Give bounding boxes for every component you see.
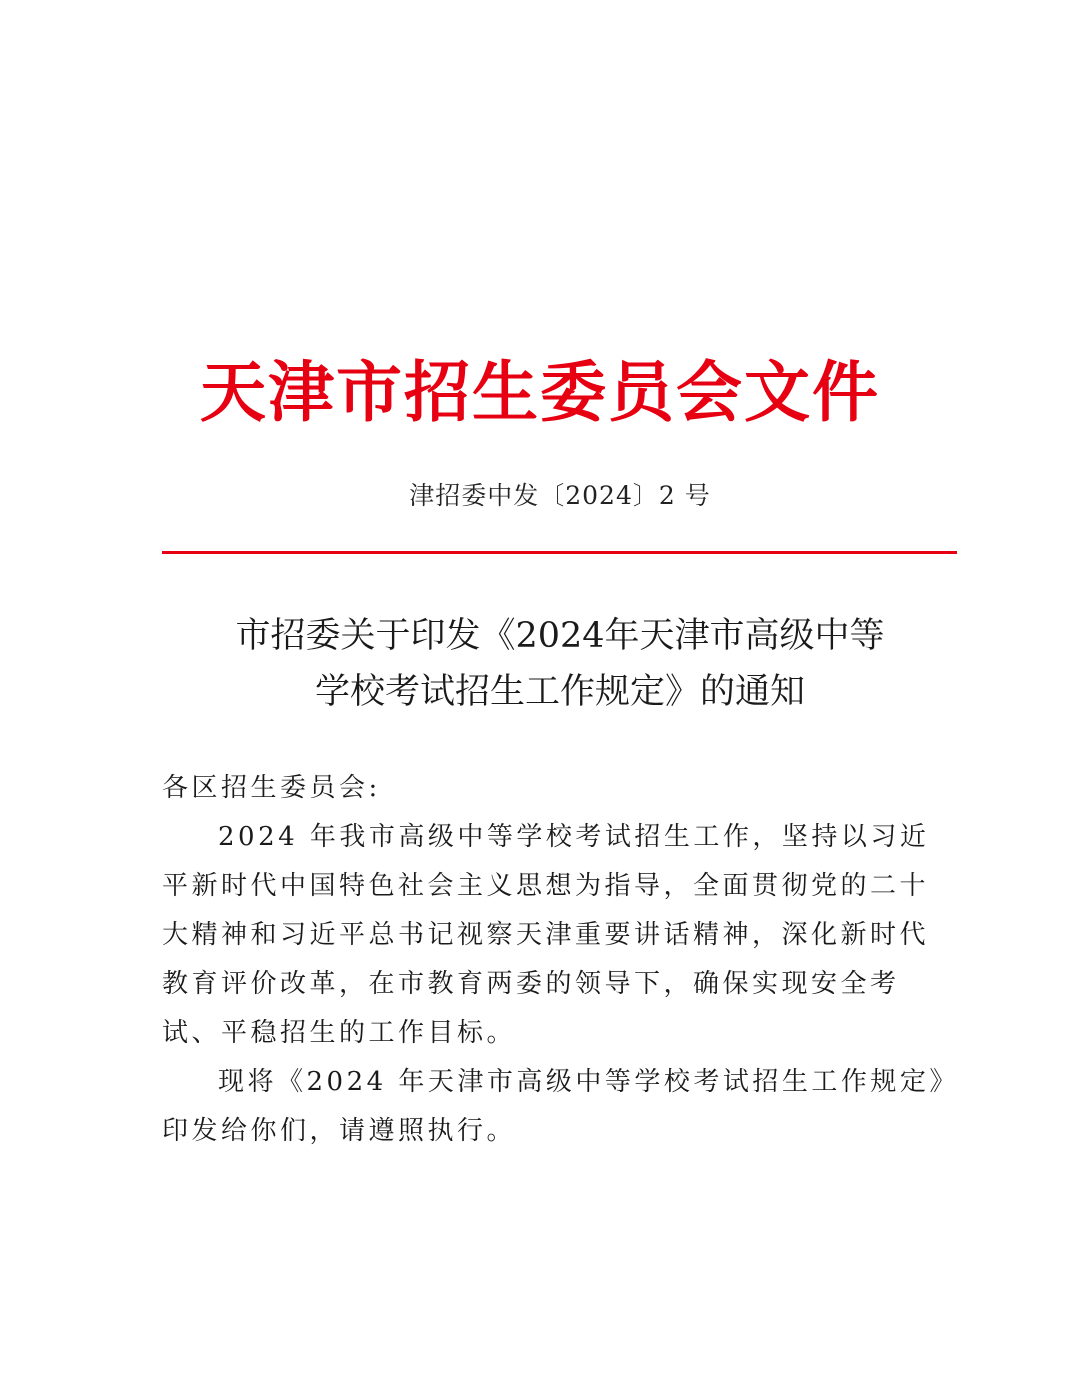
red-divider-line	[162, 551, 957, 554]
notice-title	[0, 608, 1080, 720]
masthead-title: 天津市招生委员会文件	[200, 353, 880, 431]
notice-title-line-2: 学校考试招生工作规定》的通知	[314, 672, 805, 712]
body-paragraph-2: 现将《2024 年天津市高级中等学校考试招生工作规定》印发给你们，请遵照执行。	[162, 1067, 946, 1146]
salutation: 各区招生委员会:	[162, 773, 381, 803]
body-paragraph-1: 2024 年我市高级中等学校考试招生工作，坚持以习近平新时代中国特色社会主义思想为指导，全面贯彻党的二十大精神和习近平总书记视察天津重要讲话精神，深化新时代教育评价改革，在市教育两委的领导下，确保实现安全考试、平稳招生的工作目标。	[162, 822, 930, 1048]
notice-title-line-1: 市招委关于印发《2024年天津市高级中等	[235, 616, 885, 656]
document-number: 津招委中发〔2024〕2 号	[409, 481, 711, 510]
